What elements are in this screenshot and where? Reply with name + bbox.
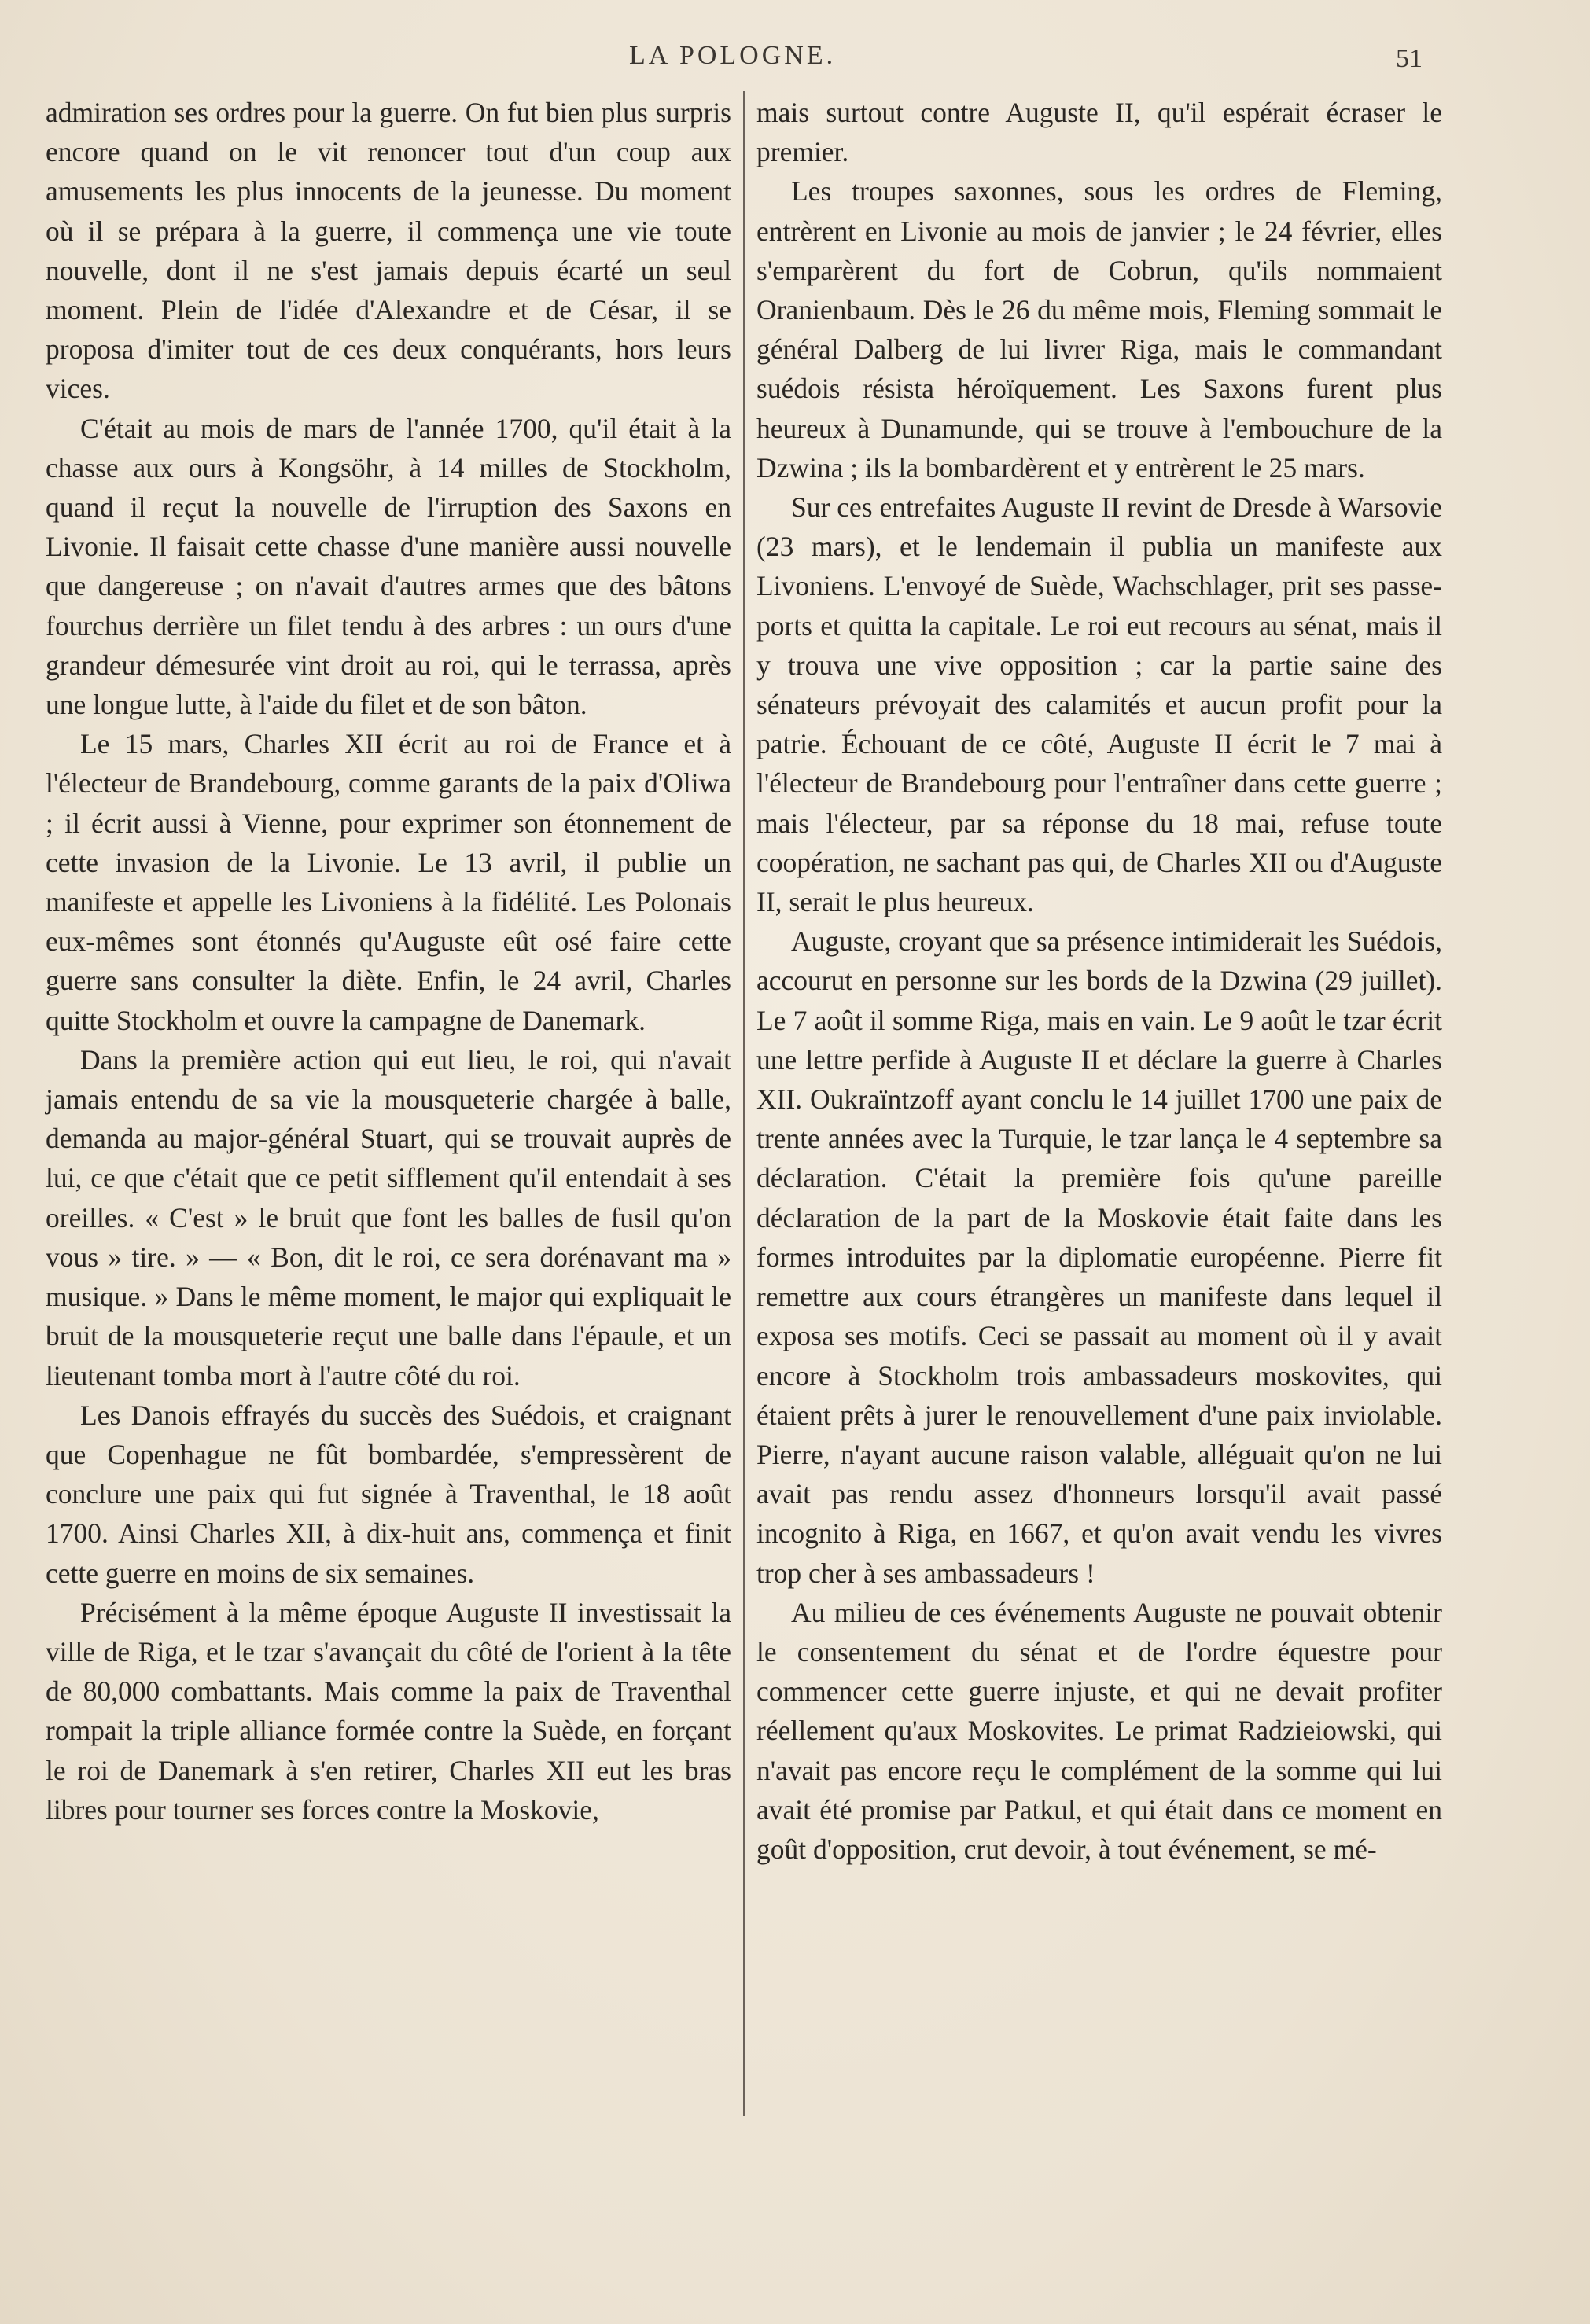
- paragraph: Auguste, croyant que sa présence intimiderait les Suédois, accourut en personne sur les bords de la Dzwina (29 juillet). Le 7 août il somme Riga, mais en vain. Le 9 août le tzar écrit une lettre perfide à Auguste II et déclare la guerre à Charles XII. Oukraïntzoff ayant conclu le 14 juillet 1700 une paix de trente années avec la Turquie, le tzar lança le 4 septembre sa déclaration. C'était la première fois qu'une pareille déclaration de la part de la Moskovie était faite dans les formes introduites par la diplomatie européenne. Pierre fit remettre aux cours étrangères un manifeste dans lequel il exposa ses motifs. Ceci se passait au moment où il y avait encore à Stockholm trois ambassadeurs moskovites, qui étaient prêts à jurer le renouvellement d'une paix inviolable. Pierre, n'ayant aucune raison valable, alléguait qu'on ne lui avait pas rendu assez d'honneurs lorsqu'il avait passé incognito à Riga, en 1667, et qu'on avait vendu les vivres trop cher à ses ambassadeurs !: [756, 925, 1442, 1589]
- text-column-right: [756, 93, 1442, 1869]
- running-title: LA POLOGNE.: [629, 41, 837, 70]
- paragraph: Le 15 mars, Charles XII écrit au roi de France et à l'électeur de Brandebourg, comme garants de la paix d'Oliwa ; il écrit aussi à Vienne, pour exprimer son étonnement de cette invasion de la Livonie. Le 13 avril, il publie un manifeste et appelle les Livoniens à la fidélité. Les Polonais eux-mêmes sont étonnés qu'Auguste eût osé faire cette guerre sans consulter la diète. Enfin, le 24 avril, Charles quitte Stockholm et ouvre la campagne de Danemark.: [46, 728, 731, 1036]
- paragraph: Les troupes saxonnes, sous les ordres de Fleming, entrèrent en Livonie au mois de janvier ; le 24 février, elles s'emparèrent du fort de Cobrun, qu'ils nommaient Oranienbaum. Dès le 26 du même mois, Fleming sommait le général Dalberg de lui livrer Riga, mais le commandant suédois résista héroïquement. Les Saxons furent plus heureux à Dunamunde, qui se trouve à l'embouchure de la Dzwina ; ils la bombardèrent et y entrèrent le 25 mars.: [756, 175, 1442, 484]
- paragraph: Les Danois effrayés du succès des Suédois, et craignant que Copenhague ne fût bombardée, s'empressèrent de conclure une paix qui fut signée à Traventhal, le 18 août 1700. Ainsi Charles XII, à dix-huit ans, commença et finit cette guerre en moins de six semaines.: [46, 1399, 731, 1589]
- running-header: [0, 41, 1590, 80]
- paragraph: Dans la première action qui eut lieu, le roi, qui n'avait jamais entendu de sa vie la mousqueterie chargée à balle, demanda au major-général Stuart, qui se trouvait auprès de lui, ce que c'était que ce petit sifflement qu'il entendait à ses oreilles. « C'est » le bruit que font les balles de fusil qu'on vous » tire. » — « Bon, dit le roi, ce sera dorénavant ma » musique. » Dans le même moment, le major qui expliquait le bruit de la mousqueterie reçut une balle dans l'épaule, et un lieutenant tomba mort à l'autre côté du roi.: [46, 1043, 731, 1392]
- paragraph: Précisément à la même époque Auguste II investissait la ville de Riga, et le tzar s'avançait du côté de l'orient à la tête de 80,000 combattants. Mais comme la paix de Traventhal rompait la triple alliance formée contre la Suède, en forçant le roi de Danemark à s'en retirer, Charles XII eut les bras libres pour tourner ses forces contre la Moskovie,: [46, 1596, 731, 1826]
- paragraph: admiration ses ordres pour la guerre. On fut bien plus surpris encore quand on le vit renoncer tout d'un coup aux amusements les plus innocents de la jeunesse. Du moment où il se prépara à la guerre, il commença une vie toute nouvelle, dont il ne s'est jamais depuis écarté un seul moment. Plein de l'idée d'Alexandre et de César, il se proposa d'imiter tout de ces deux conquérants, hors leurs vices.: [46, 97, 731, 405]
- paragraph: Au milieu de ces événements Auguste ne pouvait obtenir le consentement du sénat et de l'ordre équestre pour commencer cette guerre injuste, et qui ne devait profiter réellement qu'aux Moskovites. Le primat Radzieiowski, qui n'avait pas encore reçu le complément de la somme qui lui avait été promise par Patkul, et qui était dans ce moment en goût d'opposition, crut devoir, à tout événement, se mé-: [756, 1596, 1442, 1865]
- text-column-left: [46, 93, 731, 1829]
- column-divider: [743, 91, 745, 2116]
- page-number: 51: [1396, 44, 1423, 73]
- paragraph: mais surtout contre Auguste II, qu'il espérait écraser le premier.: [756, 97, 1442, 168]
- paragraph: C'était au mois de mars de l'année 1700, qu'il était à la chasse aux ours à Kongsöhr, à 14 milles de Stockholm, quand il reçut la nouvelle de l'irruption des Saxons en Livonie. Il faisait cette chasse d'une manière aussi nouvelle que dangereuse ; on n'avait d'autres armes que des bâtons fourchus derrière un filet tendu à des arbres : un ours d'une grandeur démesurée vint droit au roi, qui le terrassa, après une longue lutte, à l'aide du filet et de son bâton.: [46, 412, 731, 721]
- paragraph: Sur ces entrefaites Auguste II revint de Dresde à Warsovie (23 mars), et le lendemain il publia un manifeste aux Livoniens. L'envoyé de Suède, Wachschlager, prit ses passe-ports et quitta la capitale. Le roi eut recours au sénat, mais il y trouva une vive opposition ; car la partie saine des sénateurs prévoyait des calamités et aucun profit pour la patrie. Échouant de ce côté, Auguste II écrit le 7 mai à l'électeur de Brandebourg pour l'entraîner dans cette guerre ; mais l'électeur, par sa réponse du 18 mai, refuse toute coopération, ne sachant pas qui, de Charles XII ou d'Auguste II, serait le plus heureux.: [756, 491, 1442, 918]
